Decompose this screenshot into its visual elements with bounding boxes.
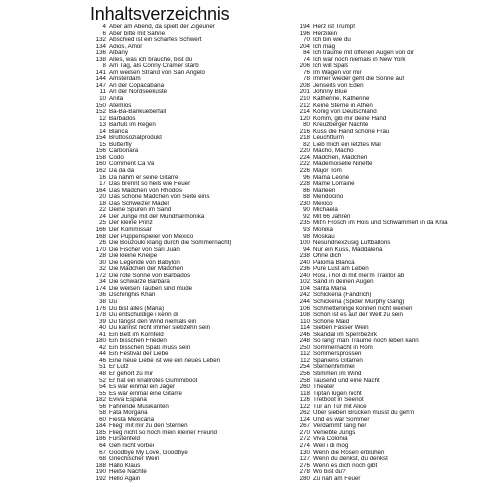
song-title: Verdammt' lang her — [313, 423, 367, 430]
page-number: 118 — [300, 390, 310, 397]
song-title: Sommernacht in Rom — [313, 344, 373, 351]
page-number: 54 — [99, 384, 106, 391]
page-number: 52 — [99, 377, 106, 384]
song-title: Ein bisschen Spaß muss sein — [109, 344, 191, 351]
song-title: Santa Maria — [313, 285, 347, 292]
song-title: Spaniens Gitarren — [313, 357, 363, 364]
song-title: Sternenhimmel — [313, 364, 355, 371]
page-number: 160 — [95, 161, 106, 168]
song-title: Ich bin wie du — [313, 37, 351, 44]
song-title: Bruttosozialprodukt — [109, 135, 162, 142]
page-number: 51 — [99, 364, 106, 371]
page-number: 93 — [303, 226, 310, 233]
song-title: Alles, was ich brauche, bist du — [109, 56, 193, 63]
song-title: Ba-Ba-Bankueberfall — [109, 109, 167, 116]
song-title: Keine Sterne in Athen — [313, 102, 373, 109]
page-number: 11 — [99, 89, 106, 96]
song-title: Mexico — [313, 200, 333, 207]
song-title: Ein Bett im Kornfeld — [109, 331, 164, 338]
page-number: 164 — [95, 187, 106, 194]
song-title: Pure Lust am Leben — [313, 266, 369, 273]
song-title: Tretboot in Seenot — [313, 397, 364, 404]
page-number: 224 — [299, 154, 310, 161]
song-title: Immer wieder geht die Sonne auf — [313, 76, 405, 83]
page-number: 134 — [95, 43, 106, 50]
song-title: Dschinghis Khan — [109, 292, 156, 299]
song-title: Das brennt so heiß wie Feuer — [109, 181, 191, 188]
page-number: 32 — [99, 266, 106, 273]
song-title: Die Fischer von San Juan — [109, 246, 180, 253]
song-title: Aber am Abend, da spielt der Zigeuner — [109, 24, 215, 30]
index-column-right — [290, 24, 490, 482]
page-number: 56 — [99, 403, 106, 410]
song-title: Major Tom — [313, 168, 342, 175]
song-title: Butterfly — [109, 141, 132, 148]
page-number: 182 — [95, 397, 106, 404]
page-number: 127 — [299, 456, 310, 463]
page-number: 13 — [99, 122, 106, 129]
page-number: 185 — [95, 429, 106, 436]
page-number: 8 — [102, 63, 106, 70]
page-number: 22 — [99, 207, 106, 214]
page-number: 156 — [95, 148, 106, 155]
page-title: Inhaltsverzeichnis — [90, 4, 230, 24]
song-title: Ein bisschen Frieden — [109, 338, 167, 345]
page-number: 220 — [299, 148, 310, 155]
song-title: Die Mädchen der Mädchen — [109, 266, 184, 273]
page-number: 138 — [95, 56, 106, 63]
song-title: Ohne dich — [313, 253, 342, 260]
song-title: Marleen — [313, 187, 336, 194]
song-title: Es war einmal ein Jäger — [109, 384, 176, 391]
page-number: 192 — [95, 475, 106, 482]
page-number: 166 — [95, 226, 106, 233]
song-title: Komm, gib mir deine Hand — [313, 115, 387, 122]
song-title: Mendocino — [313, 194, 344, 201]
song-title: Ein Festival der Liebe — [109, 351, 169, 358]
song-title: Hello Again — [109, 475, 141, 482]
song-title: Mädchen, Mädchen — [313, 154, 368, 161]
song-title: Schön ist es auf der Welt zu sein — [313, 312, 403, 319]
song-title: Lieb mich ein letztes Mal — [313, 141, 381, 148]
song-title: Herzilein — [313, 30, 338, 37]
song-title: Blanca — [109, 128, 128, 135]
song-title: Über sieben Brücken musst du geh'n — [313, 410, 415, 417]
page-number: 246 — [299, 331, 310, 338]
song-title: Mit'n Frosch im Hois und Schwammerl in da Knia — [313, 220, 448, 227]
song-title: Griechischer Wein — [109, 456, 160, 463]
page-number: 100 — [299, 240, 310, 247]
page-number: 222 — [299, 161, 310, 168]
song-title: Die Legende von Babylon — [109, 259, 180, 266]
song-title: Amsterdam — [109, 76, 141, 83]
page-number: 204 — [299, 43, 310, 50]
page-number: 186 — [95, 436, 106, 443]
song-title: Moskau — [313, 233, 335, 240]
page-number: 44 — [99, 351, 106, 358]
page-number: 230 — [299, 200, 310, 207]
page-number: 24 — [99, 213, 106, 220]
page-number: 240 — [299, 272, 310, 279]
song-title: Das Schweizer Madel — [109, 200, 169, 207]
song-title: Der kleine Prinz — [109, 220, 153, 227]
page-number: 96 — [303, 174, 310, 181]
page-number: 14 — [99, 128, 106, 135]
song-title: Hallo Klaus — [109, 462, 141, 469]
page-number: 258 — [299, 377, 310, 384]
page-number: 158 — [95, 154, 106, 161]
page-number: 274 — [299, 443, 310, 449]
song-title: Fiesta Mexicana — [109, 416, 155, 423]
page-number: 248 — [299, 338, 310, 345]
page-number: 206 — [299, 63, 310, 70]
page-number: 112 — [300, 351, 310, 358]
page-number: 86 — [303, 187, 310, 194]
song-title: Ich mag — [313, 43, 336, 50]
song-title: Mit 66 Jahren — [313, 213, 351, 220]
page-number: 39 — [99, 318, 106, 325]
song-title: Codo — [109, 154, 124, 161]
page-number: 58 — [99, 410, 106, 417]
page-number: 112 — [300, 357, 310, 364]
page-number: 92 — [303, 213, 310, 220]
song-title: Da da da — [109, 168, 135, 175]
page-number: 254 — [299, 364, 310, 371]
page-number: 80 — [303, 122, 310, 129]
page-number: 36 — [99, 292, 106, 299]
song-title: Macho, Macho — [313, 148, 354, 155]
song-title: Adios, Amor — [109, 43, 143, 50]
page-number: 190 — [95, 469, 106, 476]
song-title: Paloma Blanca — [313, 259, 355, 266]
page-number: 38 — [99, 298, 106, 305]
song-title: Ich träume mit offenen Augen von dir — [313, 50, 415, 57]
page-number: 236 — [299, 266, 310, 273]
page-number: 256 — [299, 370, 310, 377]
song-title: Verliebte Jungs — [313, 429, 356, 436]
song-title: Theater — [313, 384, 335, 391]
song-title: Er gehört zu mir — [109, 370, 154, 377]
song-title: Sieben Fässer Wein — [313, 325, 369, 332]
song-title: Er Lutz — [109, 364, 129, 371]
page-number: 18 — [99, 200, 106, 207]
song-title: Rosi, i hol di mit mei'm Traktor ab — [313, 272, 405, 279]
song-title: Weil i di mog — [313, 443, 349, 449]
song-title: Tür an Tür mit Alice — [313, 403, 367, 410]
page-number: 228 — [299, 181, 310, 188]
song-title: Er hat ein knallrotes Gummiboot — [109, 377, 198, 384]
page-number: 98 — [303, 233, 310, 240]
song-title: Atemlos — [109, 102, 132, 109]
page-number: 104 — [299, 285, 310, 292]
song-title: Schmetterlinge können nicht weinen — [313, 305, 413, 312]
song-title: Anita — [109, 96, 124, 103]
page-number: 208 — [299, 82, 310, 89]
page-number: 150 — [95, 102, 106, 109]
song-title: Ich will Spaß — [313, 63, 349, 70]
song-title: Fahrende Musikanten — [109, 403, 169, 410]
page-number: 218 — [299, 135, 310, 142]
page-number: 278 — [299, 469, 310, 476]
page-number: 184 — [95, 423, 106, 430]
page-number: 94 — [303, 246, 310, 253]
page-number: 67 — [99, 449, 106, 456]
song-title: An der Nordseeküste — [109, 89, 168, 96]
page-number: 280 — [299, 475, 310, 482]
song-title: Am Tag, als Conny Cramer starb — [109, 63, 199, 70]
page-number: 70 — [303, 37, 310, 44]
song-title: Wenn du denkst, du denkst — [313, 456, 388, 463]
page-number: 262 — [299, 410, 310, 417]
page-number: 238 — [299, 253, 310, 260]
song-title: Johnny Blue — [313, 89, 348, 96]
song-title: Tausend und eine Nacht — [313, 377, 380, 384]
page-number: 136 — [95, 50, 106, 57]
song-title: Es war einmal eine Gitarre — [109, 390, 182, 397]
song-title: Jenseits von Eden — [313, 82, 364, 89]
page-number: 154 — [95, 135, 106, 142]
page-number: 194 — [299, 24, 310, 30]
song-title: Du — [109, 298, 117, 305]
page-number: 28 — [99, 253, 106, 260]
page-number: 20 — [99, 194, 106, 201]
song-title: Deine Spuren im Sand — [109, 207, 172, 214]
page-number: 82 — [303, 141, 310, 148]
song-title: An der Copacabana — [109, 82, 165, 89]
song-title: Wenn die Rosen erblühen — [313, 449, 385, 456]
song-title: Kreuzberger Nächte — [313, 122, 369, 129]
song-title: Tiptan lügen nicht — [313, 390, 362, 397]
page-number: 212 — [299, 102, 310, 109]
page-number: 68 — [99, 456, 106, 463]
page-number: 6 — [102, 30, 106, 37]
page-number: 180 — [95, 338, 106, 345]
song-title: Flieg nicht so hoch mein kleiner Freund — [109, 429, 217, 436]
page-number: 144 — [95, 76, 106, 83]
index-entry — [290, 476, 490, 483]
page-number: 172 — [95, 272, 106, 279]
page-number: 102 — [299, 279, 310, 286]
page-number: 4 — [102, 24, 106, 30]
page-number: 41 — [99, 331, 106, 338]
page-number: 30 — [99, 259, 106, 266]
page-number: 188 — [95, 462, 106, 469]
song-title: Mama Leone — [313, 174, 350, 181]
song-title: Schickeria (Fandrich) — [313, 292, 372, 299]
page-number: 46 — [99, 357, 106, 364]
page-number: 210 — [299, 96, 310, 103]
song-title: Und es war Sommer — [313, 416, 370, 423]
song-title: Küss die Hand schöne Frau — [313, 128, 390, 135]
song-title: Sommersprossen — [313, 351, 362, 358]
song-title: Die schwarze Barbara — [109, 279, 170, 286]
page-number: 240 — [299, 259, 310, 266]
index-entry — [86, 476, 290, 483]
page-number: 244 — [299, 298, 310, 305]
song-title: Comment Ca Va — [109, 161, 155, 168]
song-title: Zu nah am Feuer — [313, 475, 361, 482]
song-title: Carbonara — [109, 148, 139, 155]
page-number: 124 — [299, 416, 310, 423]
page-number: 201 — [299, 89, 310, 96]
page-number: 42 — [99, 344, 106, 351]
song-title: Albany — [109, 50, 128, 57]
song-title: Viva Colonia — [313, 436, 348, 443]
page-number: 15 — [99, 141, 106, 148]
page-number: 216 — [299, 128, 310, 135]
song-title: Das Mädchen von Rhodos — [109, 187, 182, 194]
song-title: Ich war noch niemals in New York — [313, 56, 406, 63]
page-number: 106 — [299, 305, 310, 312]
song-title: Die rote Sonne von Barbados — [109, 272, 191, 279]
song-title: Wenn es dich noch gibt — [313, 462, 378, 469]
song-title: Du fängst den Wind niemals ein — [109, 318, 197, 325]
song-title: Stimmen im Wind — [313, 370, 362, 377]
song-title: Da nahm er seine Gitarre — [109, 174, 179, 181]
song-title: Sand in deinen Augen — [313, 279, 374, 286]
song-title: Eviva España — [109, 397, 147, 404]
song-title: Du bist alles (Maria) — [109, 305, 165, 312]
page-number: 55 — [99, 390, 106, 397]
song-title: Flieg' mit mir zu den Sternen — [109, 423, 188, 430]
song-title: Am weißen Strand von San Angelo — [109, 69, 205, 76]
page-number: 174 — [95, 285, 106, 292]
page-number: 126 — [299, 397, 310, 404]
page-number: 267 — [299, 423, 310, 430]
page-number: 170 — [95, 246, 106, 253]
page-number: 122 — [299, 403, 310, 410]
page-number: 132 — [95, 37, 106, 44]
song-title: Nesundnexzusig Luftballons — [313, 240, 391, 247]
page-number: 214 — [299, 109, 310, 116]
page-number: 110 — [300, 318, 310, 325]
page-number: 270 — [299, 429, 310, 436]
page-number: 178 — [95, 312, 106, 319]
page-number: 16 — [99, 174, 106, 181]
page-number: 64 — [99, 443, 106, 449]
page-number: 17 — [99, 181, 106, 188]
page-number: 114 — [300, 325, 310, 332]
page-number: 226 — [299, 168, 310, 175]
song-title: Leuchtturm — [313, 135, 344, 142]
song-title: Du entschuldige i kenn di — [109, 312, 179, 319]
song-title: Goodbye My Love, Goodbye — [109, 449, 188, 456]
song-title: Wo bist du? — [313, 469, 346, 476]
page-number: 84 — [303, 50, 310, 57]
song-title: Fata Morgana — [109, 410, 148, 417]
page-number: 40 — [99, 325, 106, 332]
song-title: Katherine, Katherine — [313, 96, 370, 103]
song-title: Barbados — [109, 115, 136, 122]
page-number: 276 — [299, 462, 310, 469]
song-title: Mademoiselle Ninette — [313, 161, 373, 168]
song-title: Der Junge mit der Mundharmonika — [109, 213, 205, 220]
song-title: Monika — [313, 226, 333, 233]
song-title: Schickeria (Spider Murphy Gang) — [313, 298, 405, 305]
song-title: Abschied ist ein scharfes Schwert — [109, 37, 202, 44]
song-title: Mame Lorraine — [313, 181, 355, 188]
page-number: 74 — [303, 56, 310, 63]
page-number: 176 — [95, 305, 106, 312]
song-title: Heiße Nächte — [109, 469, 147, 476]
song-title: Geh nicht vorbei — [109, 443, 155, 449]
song-title: Barfuß im Regen — [109, 122, 156, 129]
page-number: 25 — [99, 220, 106, 227]
page-number: 12 — [99, 115, 106, 122]
song-title: Michaela — [313, 207, 338, 214]
song-title: Skandal im Sperrbezirk — [313, 331, 377, 338]
page-number: 60 — [99, 416, 106, 423]
page-number: 168 — [95, 233, 106, 240]
song-title: Aber bitte mit Sahne — [109, 30, 166, 37]
song-title: Der Puppenspieler von Mexico — [109, 233, 194, 240]
page-number: 162 — [95, 168, 106, 175]
song-title: Herz ist Trumpf — [313, 24, 355, 30]
song-title: Nur ein Kuss, Maddalena — [313, 246, 383, 253]
song-title: König von Deutschland — [313, 109, 377, 116]
page-number: 26 — [99, 240, 106, 247]
page-number: 48 — [99, 370, 106, 377]
song-title: Eine neue Liebe ist wie ein neues Leben — [109, 357, 221, 364]
song-title: Der Kommissar — [109, 226, 152, 233]
page-number: 272 — [299, 436, 310, 443]
page-number: 120 — [299, 115, 310, 122]
page-number: 250 — [299, 344, 310, 351]
page-number: 260 — [299, 384, 310, 391]
index-column-left — [86, 24, 290, 482]
song-title: Schöne Maid — [313, 318, 350, 325]
page-number: 90 — [303, 207, 310, 214]
song-title: Fürstenfeld — [109, 436, 140, 443]
page-number: 108 — [299, 312, 310, 319]
song-title: Die weißen Tauben sind müde — [109, 285, 193, 292]
page-number: 141 — [95, 69, 106, 76]
page-number: 76 — [303, 69, 310, 76]
page-number: 147 — [95, 82, 106, 89]
page-number: 78 — [303, 76, 310, 83]
song-title: Die kleine Kneipe — [109, 253, 158, 260]
page-number: 34 — [99, 279, 106, 286]
page-number: 196 — [299, 30, 310, 37]
page-number: 235 — [299, 220, 310, 227]
page-number: 152 — [95, 109, 106, 116]
song-title: Die Bouzouki klang durch die Sommernacht) — [109, 240, 232, 247]
song-title: Im Wagen vor mir — [313, 69, 362, 76]
song-title: Du kannst nicht immer siebzehn sein — [109, 325, 211, 332]
page-number: 130 — [299, 449, 310, 456]
song-title: So lang' man Träume noch leben kann — [313, 338, 419, 345]
page-number: 242 — [299, 292, 310, 299]
page-number: 88 — [303, 194, 310, 201]
song-title: Das schöne Mädchen von Seite eins — [109, 194, 210, 201]
page-number: 10 — [99, 96, 106, 103]
